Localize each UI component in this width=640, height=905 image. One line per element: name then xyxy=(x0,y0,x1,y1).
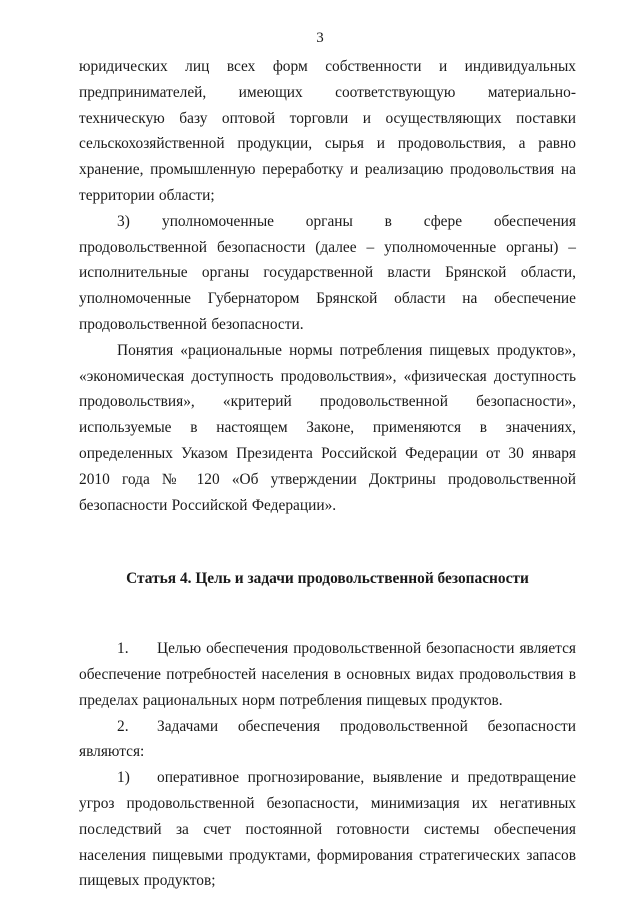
paragraph-text: Целью обеспечения продовольственной безопасности является обеспечение потребностей населения в основных видах продовольствия в пределах рациональных норм потребления пищевых продуктов. xyxy=(79,640,576,709)
paragraph-goal xyxy=(79,636,576,713)
paragraph-tasks-intro xyxy=(79,714,576,766)
list-number: 1. xyxy=(117,640,129,658)
paragraph-text: Задачами обеспечения продовольственной безопасности являются: xyxy=(79,717,576,761)
list-number: 1) xyxy=(117,769,130,787)
article-heading: Статья 4. Цель и задачи продовольственной безопасности xyxy=(126,570,529,588)
paragraph-text: оперативное прогнозирование, выявление и предотвращение угроз продовольственной безопасности, минимизация их негативных последствий за счет постоянной готовности системы обеспечения населения пищевыми продуктами, формирования стратегических запасов пищевых продуктов; xyxy=(79,769,576,890)
page-number: 3 xyxy=(316,30,324,46)
list-number: 3) xyxy=(117,212,130,230)
paragraph-authorized-bodies xyxy=(79,209,576,338)
paragraph-text: уполномоченные органы в сфере обеспечения продовольственной безопасности (далее – уполномоченные органы) – исполнительные органы государственной власти Брянской области, уполномоченные Губернатором Брянской области на обеспечение продовольственной безопасности. xyxy=(79,212,576,333)
paragraph-legal-entities: юридических лиц всех форм собственности и индивидуальных предпринимателей, имеющих соответствующую материально-техническую базу оптовой торговли и осуществляющих поставки сельскохозяйственной продукции, сырья и продовольствия, а равно хранение, промышленную переработку и реализацию продовольствия на территории области; xyxy=(79,58,576,204)
list-number: 2. xyxy=(117,717,129,735)
document-body xyxy=(79,54,576,894)
paragraph-task-forecasting xyxy=(79,765,576,894)
paragraph-definitions: Понятия «рациональные нормы потребления пищевых продуктов», «экономическая доступность продовольствия», «физическая доступность продовольствия», «критерий продовольственной безопасности», используемые в настоящем Законе, применяются в значениях, определенных Указом Президента Российской Федерации от 30 января 2010 года № 120 «Об утверждении Доктрины продовольственной безопасности Российской Федерации». xyxy=(79,341,576,514)
